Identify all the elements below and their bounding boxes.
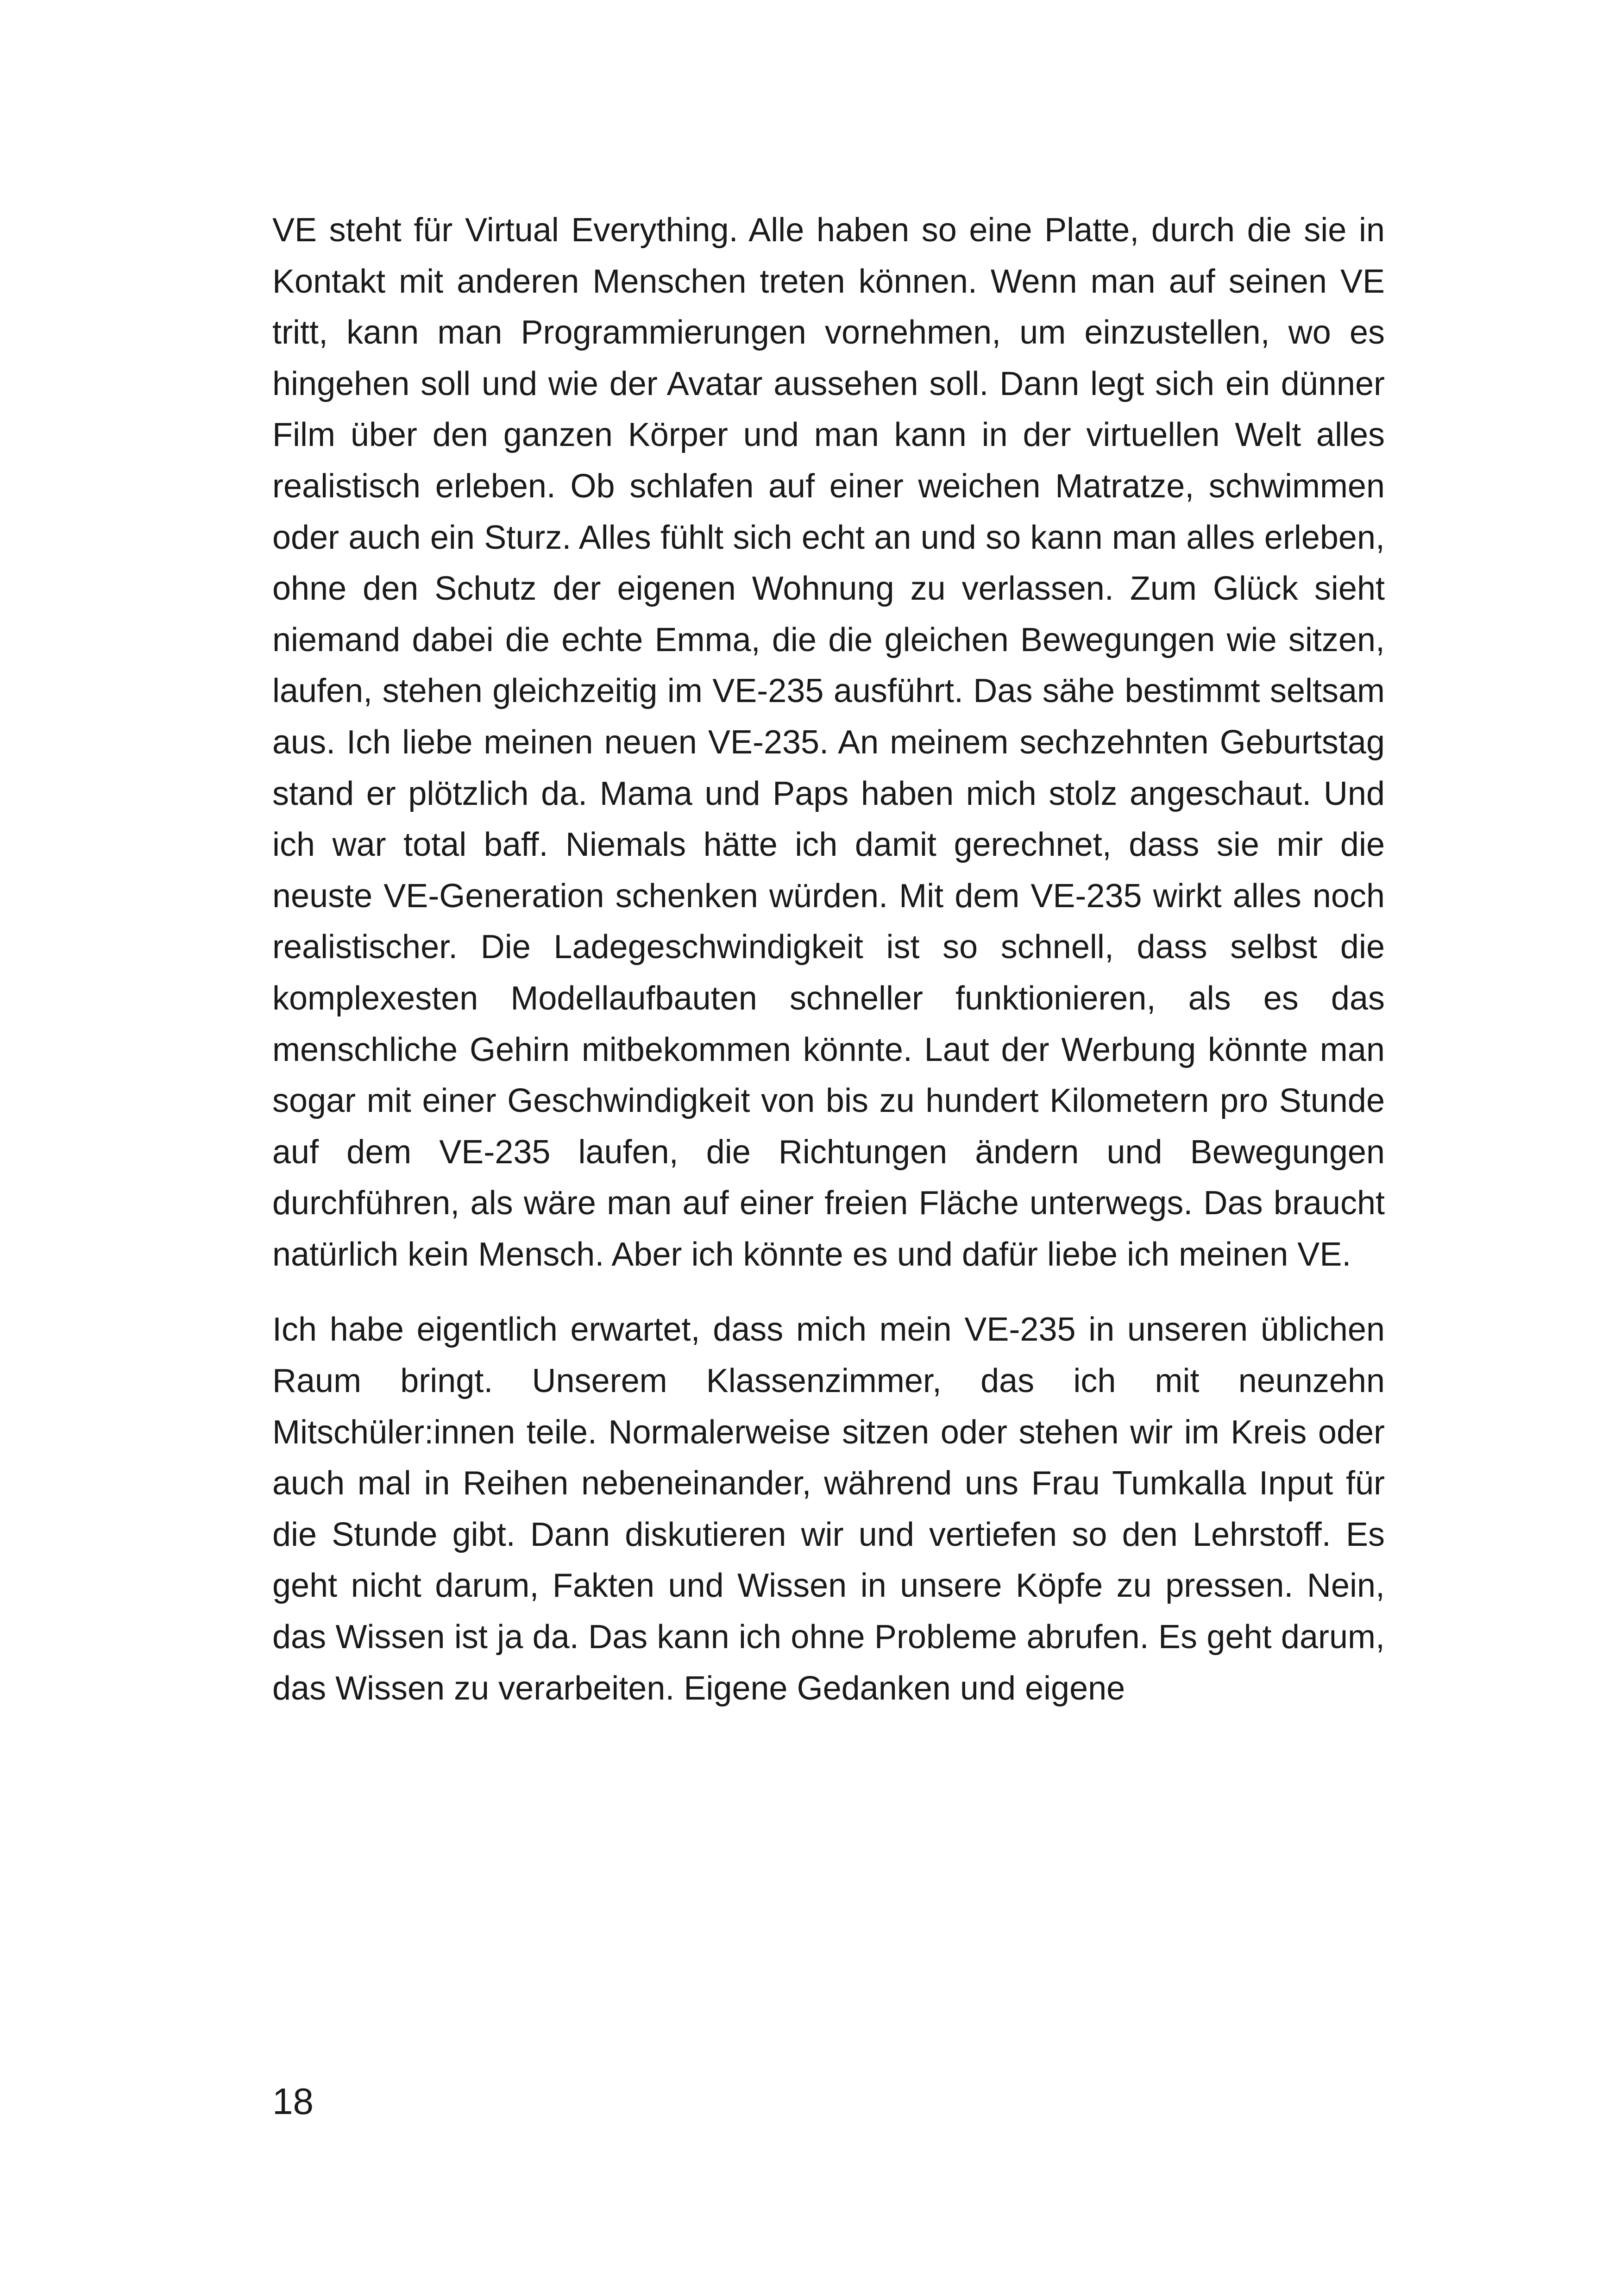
paragraph-2: Ich habe eigentlich erwartet, dass mich mein VE-235 in unseren üblichen Raum bringt. Unserem Klassenzimmer, das ich mit neunzehn Mitschüler:innen teile. Normalerweise sitzen oder stehen wir im Kreis oder auch mal in Reihen nebeneinander, während uns Frau Tumkalla Input für die Stunde gibt. Dann diskutieren wir und vertiefen so den Lehrstoff. Es geht nicht darum, Fakten und Wissen in unsere Köpfe zu pressen. Nein, das Wissen ist ja da. Das kann ich ohne Probleme abrufen. Es geht darum, das Wissen zu verarbeiten. Eigene Gedanken und eigene: [272, 1311, 1385, 1707]
page-number: 18: [272, 2081, 314, 2122]
body-text: [272, 205, 1385, 1714]
paragraph-1: VE steht für Virtual Everything. Alle haben so eine Platte, durch die sie in Kontakt mit anderen Menschen treten können. Wenn man auf seinen VE tritt, kann man Programmierungen vornehmen, um einzustellen, wo es hingehen soll und wie der Avatar aussehen soll. Dann legt sich ein dünner Film über den ganzen Körper und man kann in der virtuellen Welt alles realistisch erleben. Ob schlafen auf einer weichen Matratze, schwimmen oder auch ein Sturz. Alles fühlt sich echt an und so kann man alles erleben, ohne den Schutz der eigenen Wohnung zu verlassen. Zum Glück sieht niemand dabei die echte Emma, die die gleichen Bewegungen wie sitzen, laufen, stehen gleichzeitig im VE-235 ausführt. Das sähe bestimmt seltsam aus. Ich liebe meinen neuen VE-235. An meinem sechzehnten Geburtstag stand er plötzlich da. Mama und Paps haben mich stolz angeschaut. Und ich war total baff. Niemals hätte ich damit gerechnet, dass sie mir die neuste VE-Generation schenken würden. Mit dem VE-235 wirkt alles noch realistischer. Die Ladegeschwindigkeit ist so schnell, dass selbst die komplexesten Modellaufbauten schneller funktionieren, als es das menschliche Gehirn mitbekommen könnte. Laut der Werbung könnte man sogar mit einer Geschwindigkeit von bis zu hundert Kilometern pro Stunde auf dem VE-235 laufen, die Richtungen ändern und Bewegungen durchführen, als wäre man auf einer freien Fläche unterwegs. Das braucht natürlich kein Mensch. Aber ich könnte es und dafür liebe ich meinen VE.: [272, 212, 1385, 1273]
